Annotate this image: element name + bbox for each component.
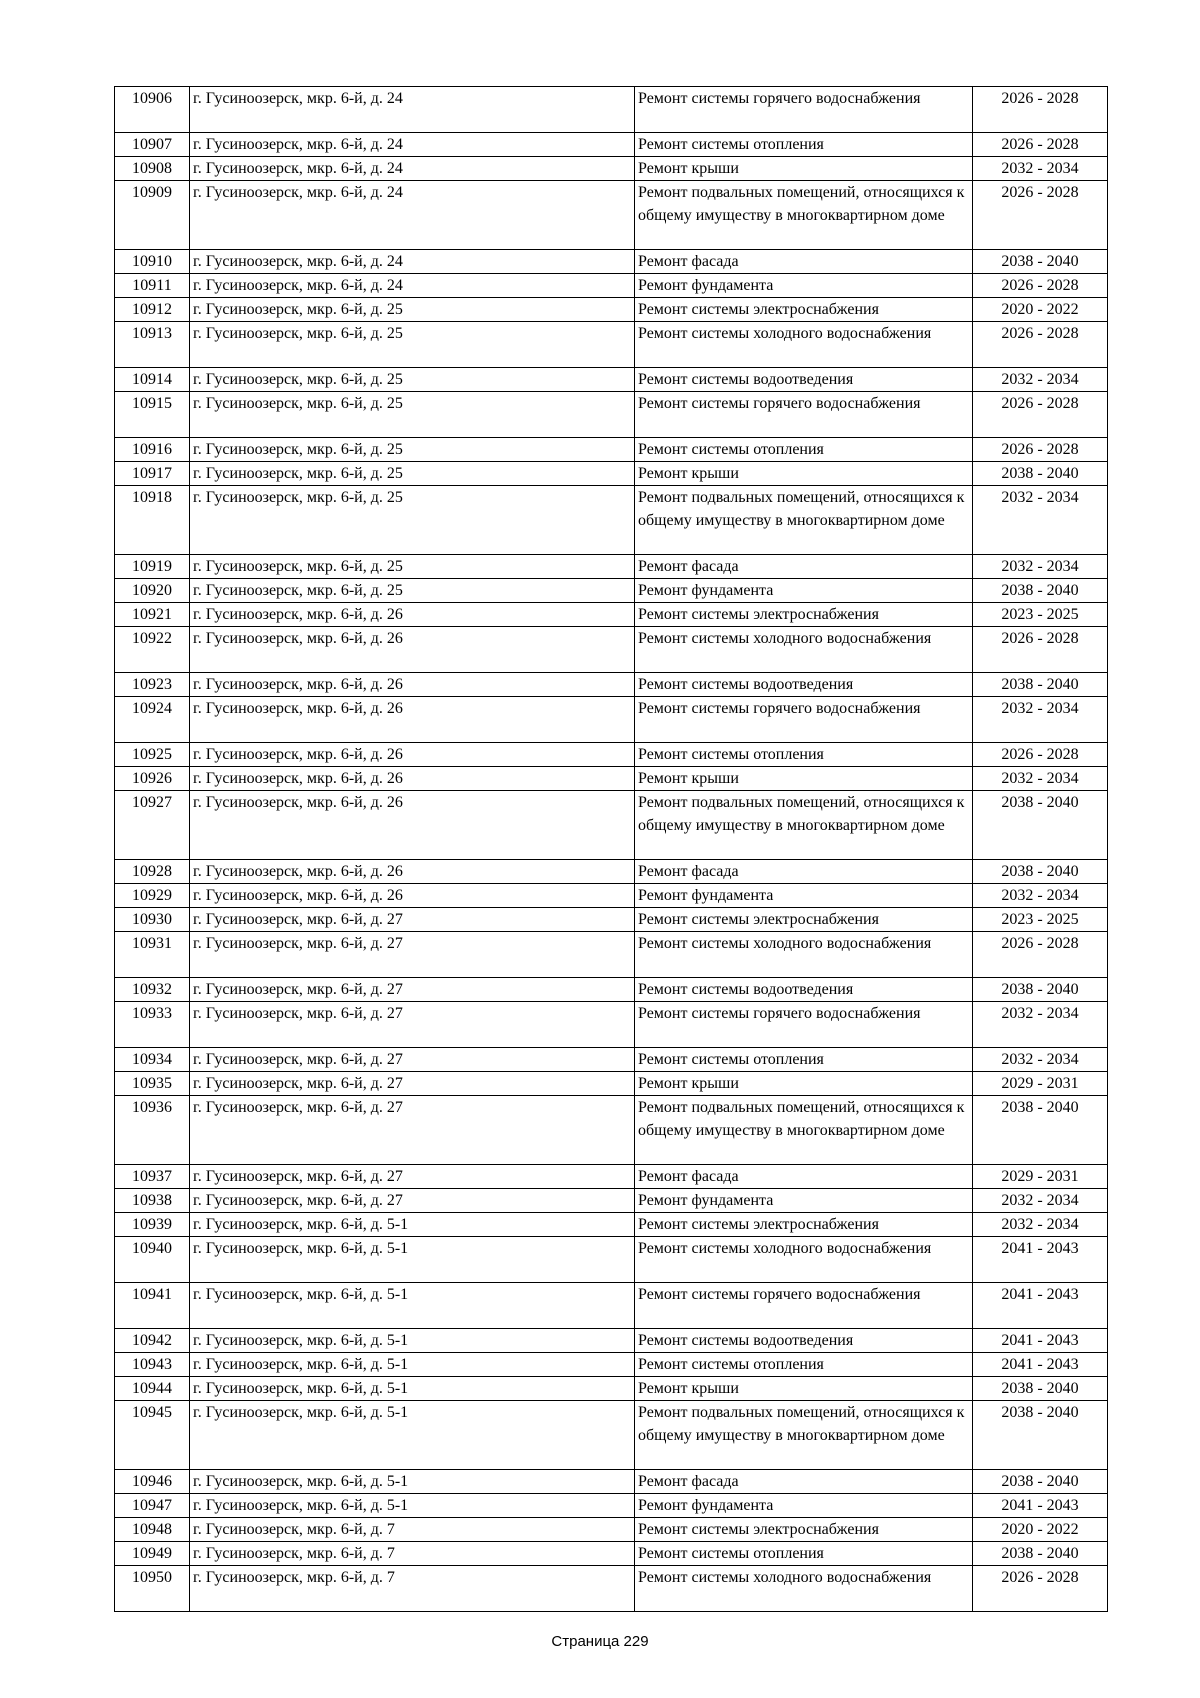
row-period: 2032 - 2034	[973, 1002, 1108, 1048]
row-address: г. Гусиноозерск, мкр. 6-й, д. 27	[190, 908, 635, 932]
table-row	[115, 1283, 1108, 1329]
row-address: г. Гусиноозерск, мкр. 6-й, д. 27	[190, 1189, 635, 1213]
row-period: 2038 - 2040	[973, 978, 1108, 1002]
table-row	[115, 908, 1108, 932]
row-address: г. Гусиноозерск, мкр. 6-й, д. 7	[190, 1542, 635, 1566]
row-address: г. Гусиноозерск, мкр. 6-й, д. 7	[190, 1518, 635, 1542]
table-row	[115, 1329, 1108, 1353]
table-row	[115, 1470, 1108, 1494]
row-number: 10920	[115, 579, 190, 603]
row-work-type: Ремонт крыши	[635, 1377, 973, 1401]
row-work-type: Ремонт системы электроснабжения	[635, 1518, 973, 1542]
row-period: 2023 - 2025	[973, 603, 1108, 627]
row-number: 10940	[115, 1237, 190, 1283]
row-address: г. Гусиноозерск, мкр. 6-й, д. 25	[190, 392, 635, 438]
row-address: г. Гусиноозерск, мкр. 6-й, д. 26	[190, 791, 635, 860]
row-number: 10933	[115, 1002, 190, 1048]
row-address: г. Гусиноозерск, мкр. 6-й, д. 5-1	[190, 1213, 635, 1237]
row-work-type: Ремонт системы водоотведения	[635, 368, 973, 392]
row-work-type: Ремонт подвальных помещений, относящихся к общему имуществу в многоквартирном доме	[635, 486, 973, 555]
row-work-type: Ремонт системы отопления	[635, 1048, 973, 1072]
table-row	[115, 1072, 1108, 1096]
row-address: г. Гусиноозерск, мкр. 6-й, д. 26	[190, 884, 635, 908]
row-period: 2038 - 2040	[973, 1542, 1108, 1566]
row-address: г. Гусиноозерск, мкр. 6-й, д. 27	[190, 1165, 635, 1189]
row-period: 2029 - 2031	[973, 1165, 1108, 1189]
row-work-type: Ремонт системы горячего водоснабжения	[635, 1002, 973, 1048]
row-work-type: Ремонт крыши	[635, 767, 973, 791]
row-work-type: Ремонт системы электроснабжения	[635, 298, 973, 322]
table-row	[115, 1518, 1108, 1542]
row-work-type: Ремонт системы отопления	[635, 133, 973, 157]
table-row	[115, 486, 1108, 555]
row-work-type: Ремонт системы отопления	[635, 743, 973, 767]
row-work-type: Ремонт крыши	[635, 1072, 973, 1096]
row-number: 10941	[115, 1283, 190, 1329]
row-address: г. Гусиноозерск, мкр. 6-й, д. 26	[190, 627, 635, 673]
table-row	[115, 1048, 1108, 1072]
table-row	[115, 1002, 1108, 1048]
row-address: г. Гусиноозерск, мкр. 6-й, д. 26	[190, 767, 635, 791]
row-period: 2038 - 2040	[973, 1401, 1108, 1470]
row-address: г. Гусиноозерск, мкр. 6-й, д. 5-1	[190, 1470, 635, 1494]
row-number: 10934	[115, 1048, 190, 1072]
table-row	[115, 181, 1108, 250]
row-period: 2041 - 2043	[973, 1329, 1108, 1353]
row-period: 2026 - 2028	[973, 322, 1108, 368]
row-address: г. Гусиноозерск, мкр. 6-й, д. 26	[190, 860, 635, 884]
row-address: г. Гусиноозерск, мкр. 6-й, д. 25	[190, 462, 635, 486]
table-row	[115, 322, 1108, 368]
row-period: 2032 - 2034	[973, 1189, 1108, 1213]
row-number: 10926	[115, 767, 190, 791]
row-period: 2026 - 2028	[973, 932, 1108, 978]
row-period: 2038 - 2040	[973, 791, 1108, 860]
row-number: 10906	[115, 87, 190, 133]
table-row	[115, 250, 1108, 274]
table-row	[115, 1377, 1108, 1401]
row-number: 10912	[115, 298, 190, 322]
row-number: 10929	[115, 884, 190, 908]
repair-schedule-table	[114, 86, 1108, 1612]
row-period: 2041 - 2043	[973, 1237, 1108, 1283]
row-period: 2026 - 2028	[973, 743, 1108, 767]
row-address: г. Гусиноозерск, мкр. 6-й, д. 27	[190, 1002, 635, 1048]
row-work-type: Ремонт системы отопления	[635, 438, 973, 462]
row-work-type: Ремонт подвальных помещений, относящихся к общему имуществу в многоквартирном доме	[635, 181, 973, 250]
row-period: 2020 - 2022	[973, 1518, 1108, 1542]
row-period: 2032 - 2034	[973, 486, 1108, 555]
row-work-type: Ремонт крыши	[635, 157, 973, 181]
row-period: 2032 - 2034	[973, 767, 1108, 791]
table-row	[115, 673, 1108, 697]
row-number: 10928	[115, 860, 190, 884]
row-work-type: Ремонт системы водоотведения	[635, 978, 973, 1002]
table-row	[115, 767, 1108, 791]
row-number: 10909	[115, 181, 190, 250]
row-work-type: Ремонт подвальных помещений, относящихся к общему имуществу в многоквартирном доме	[635, 791, 973, 860]
row-address: г. Гусиноозерск, мкр. 6-й, д. 25	[190, 438, 635, 462]
row-work-type: Ремонт системы электроснабжения	[635, 908, 973, 932]
table-row	[115, 1494, 1108, 1518]
row-work-type: Ремонт системы горячего водоснабжения	[635, 87, 973, 133]
row-number: 10930	[115, 908, 190, 932]
table-row	[115, 627, 1108, 673]
row-address: г. Гусиноозерск, мкр. 6-й, д. 26	[190, 673, 635, 697]
row-period: 2026 - 2028	[973, 181, 1108, 250]
row-work-type: Ремонт фасада	[635, 860, 973, 884]
row-period: 2038 - 2040	[973, 673, 1108, 697]
row-number: 10950	[115, 1566, 190, 1612]
row-address: г. Гусиноозерск, мкр. 6-й, д. 24	[190, 157, 635, 181]
row-number: 10947	[115, 1494, 190, 1518]
row-period: 2032 - 2034	[973, 157, 1108, 181]
row-period: 2038 - 2040	[973, 250, 1108, 274]
row-work-type: Ремонт фундамента	[635, 579, 973, 603]
row-number: 10932	[115, 978, 190, 1002]
row-work-type: Ремонт фасада	[635, 555, 973, 579]
table-row	[115, 1165, 1108, 1189]
row-period: 2032 - 2034	[973, 1048, 1108, 1072]
row-address: г. Гусиноозерск, мкр. 6-й, д. 25	[190, 486, 635, 555]
table-row	[115, 978, 1108, 1002]
row-work-type: Ремонт системы горячего водоснабжения	[635, 392, 973, 438]
row-address: г. Гусиноозерск, мкр. 6-й, д. 7	[190, 1566, 635, 1612]
row-number: 10946	[115, 1470, 190, 1494]
row-address: г. Гусиноозерск, мкр. 6-й, д. 27	[190, 1072, 635, 1096]
row-period: 2038 - 2040	[973, 579, 1108, 603]
row-number: 10948	[115, 1518, 190, 1542]
row-period: 2026 - 2028	[973, 627, 1108, 673]
row-address: г. Гусиноозерск, мкр. 6-й, д. 5-1	[190, 1329, 635, 1353]
table-row	[115, 133, 1108, 157]
row-address: г. Гусиноозерск, мкр. 6-й, д. 5-1	[190, 1283, 635, 1329]
table-row	[115, 87, 1108, 133]
row-number: 10936	[115, 1096, 190, 1165]
row-period: 2038 - 2040	[973, 1470, 1108, 1494]
table-row	[115, 603, 1108, 627]
table-row	[115, 1401, 1108, 1470]
row-address: г. Гусиноозерск, мкр. 6-й, д. 26	[190, 743, 635, 767]
row-work-type: Ремонт подвальных помещений, относящихся к общему имуществу в многоквартирном доме	[635, 1401, 973, 1470]
row-number: 10943	[115, 1353, 190, 1377]
row-work-type: Ремонт системы водоотведения	[635, 673, 973, 697]
table-row	[115, 743, 1108, 767]
table-row	[115, 462, 1108, 486]
row-period: 2026 - 2028	[973, 133, 1108, 157]
row-work-type: Ремонт системы электроснабжения	[635, 603, 973, 627]
row-work-type: Ремонт фундамента	[635, 884, 973, 908]
row-work-type: Ремонт системы горячего водоснабжения	[635, 697, 973, 743]
row-address: г. Гусиноозерск, мкр. 6-й, д. 27	[190, 1048, 635, 1072]
row-period: 2026 - 2028	[973, 1566, 1108, 1612]
row-number: 10914	[115, 368, 190, 392]
row-address: г. Гусиноозерск, мкр. 6-й, д. 25	[190, 579, 635, 603]
table-row	[115, 438, 1108, 462]
row-number: 10949	[115, 1542, 190, 1566]
row-work-type: Ремонт системы горячего водоснабжения	[635, 1283, 973, 1329]
row-address: г. Гусиноозерск, мкр. 6-й, д. 25	[190, 555, 635, 579]
row-address: г. Гусиноозерск, мкр. 6-й, д. 5-1	[190, 1237, 635, 1283]
row-work-type: Ремонт системы холодного водоснабжения	[635, 322, 973, 368]
row-number: 10938	[115, 1189, 190, 1213]
table-row	[115, 932, 1108, 978]
row-work-type: Ремонт системы холодного водоснабжения	[635, 1237, 973, 1283]
row-number: 10935	[115, 1072, 190, 1096]
row-address: г. Гусиноозерск, мкр. 6-й, д. 26	[190, 697, 635, 743]
table-row	[115, 298, 1108, 322]
row-number: 10939	[115, 1213, 190, 1237]
row-work-type: Ремонт системы отопления	[635, 1542, 973, 1566]
row-number: 10919	[115, 555, 190, 579]
table-row	[115, 1353, 1108, 1377]
page-number: Страница 229	[551, 1633, 649, 1650]
table-row	[115, 1566, 1108, 1612]
row-number: 10907	[115, 133, 190, 157]
table-row	[115, 1189, 1108, 1213]
row-number: 10922	[115, 627, 190, 673]
row-period: 2026 - 2028	[973, 87, 1108, 133]
row-period: 2038 - 2040	[973, 860, 1108, 884]
row-number: 10945	[115, 1401, 190, 1470]
row-period: 2029 - 2031	[973, 1072, 1108, 1096]
table-row	[115, 884, 1108, 908]
row-period: 2026 - 2028	[973, 274, 1108, 298]
row-address: г. Гусиноозерск, мкр. 6-й, д. 24	[190, 87, 635, 133]
row-period: 2032 - 2034	[973, 697, 1108, 743]
row-number: 10911	[115, 274, 190, 298]
row-work-type: Ремонт фасада	[635, 1470, 973, 1494]
row-work-type: Ремонт системы отопления	[635, 1353, 973, 1377]
row-number: 10918	[115, 486, 190, 555]
row-number: 10944	[115, 1377, 190, 1401]
table-row	[115, 579, 1108, 603]
row-address: г. Гусиноозерск, мкр. 6-й, д. 27	[190, 978, 635, 1002]
row-period: 2032 - 2034	[973, 368, 1108, 392]
row-address: г. Гусиноозерск, мкр. 6-й, д. 5-1	[190, 1353, 635, 1377]
table-row	[115, 274, 1108, 298]
row-address: г. Гусиноозерск, мкр. 6-й, д. 27	[190, 1096, 635, 1165]
row-work-type: Ремонт системы холодного водоснабжения	[635, 1566, 973, 1612]
row-period: 2020 - 2022	[973, 298, 1108, 322]
table-row	[115, 860, 1108, 884]
row-number: 10923	[115, 673, 190, 697]
table-row	[115, 791, 1108, 860]
row-work-type: Ремонт крыши	[635, 462, 973, 486]
row-address: г. Гусиноозерск, мкр. 6-й, д. 24	[190, 274, 635, 298]
row-period: 2041 - 2043	[973, 1283, 1108, 1329]
row-number: 10924	[115, 697, 190, 743]
row-number: 10913	[115, 322, 190, 368]
row-address: г. Гусиноозерск, мкр. 6-й, д. 5-1	[190, 1401, 635, 1470]
row-work-type: Ремонт фундамента	[635, 1494, 973, 1518]
table-row	[115, 392, 1108, 438]
row-address: г. Гусиноозерск, мкр. 6-й, д. 27	[190, 932, 635, 978]
table-row	[115, 157, 1108, 181]
row-number: 10915	[115, 392, 190, 438]
table-body	[115, 87, 1108, 1612]
row-period: 2023 - 2025	[973, 908, 1108, 932]
row-number: 10908	[115, 157, 190, 181]
row-address: г. Гусиноозерск, мкр. 6-й, д. 5-1	[190, 1494, 635, 1518]
row-work-type: Ремонт системы холодного водоснабжения	[635, 627, 973, 673]
row-number: 10937	[115, 1165, 190, 1189]
row-number: 10931	[115, 932, 190, 978]
row-number: 10927	[115, 791, 190, 860]
table-row	[115, 1237, 1108, 1283]
row-address: г. Гусиноозерск, мкр. 6-й, д. 24	[190, 250, 635, 274]
table-row	[115, 1213, 1108, 1237]
row-work-type: Ремонт фасада	[635, 250, 973, 274]
row-address: г. Гусиноозерск, мкр. 6-й, д. 24	[190, 133, 635, 157]
row-period: 2032 - 2034	[973, 884, 1108, 908]
row-work-type: Ремонт подвальных помещений, относящихся к общему имуществу в многоквартирном доме	[635, 1096, 973, 1165]
row-number: 10942	[115, 1329, 190, 1353]
row-period: 2041 - 2043	[973, 1494, 1108, 1518]
row-period: 2026 - 2028	[973, 438, 1108, 462]
row-number: 10916	[115, 438, 190, 462]
table-row	[115, 555, 1108, 579]
row-period: 2038 - 2040	[973, 1377, 1108, 1401]
row-address: г. Гусиноозерск, мкр. 6-й, д. 25	[190, 322, 635, 368]
row-period: 2038 - 2040	[973, 462, 1108, 486]
row-work-type: Ремонт системы электроснабжения	[635, 1213, 973, 1237]
row-period: 2032 - 2034	[973, 555, 1108, 579]
row-number: 10917	[115, 462, 190, 486]
row-work-type: Ремонт системы водоотведения	[635, 1329, 973, 1353]
table-row	[115, 1096, 1108, 1165]
row-address: г. Гусиноозерск, мкр. 6-й, д. 5-1	[190, 1377, 635, 1401]
row-period: 2026 - 2028	[973, 392, 1108, 438]
row-number: 10921	[115, 603, 190, 627]
table-row	[115, 697, 1108, 743]
row-number: 10910	[115, 250, 190, 274]
row-period: 2038 - 2040	[973, 1096, 1108, 1165]
row-address: г. Гусиноозерск, мкр. 6-й, д. 25	[190, 368, 635, 392]
row-work-type: Ремонт фундамента	[635, 1189, 973, 1213]
row-work-type: Ремонт фундамента	[635, 274, 973, 298]
row-number: 10925	[115, 743, 190, 767]
row-work-type: Ремонт системы холодного водоснабжения	[635, 932, 973, 978]
row-address: г. Гусиноозерск, мкр. 6-й, д. 24	[190, 181, 635, 250]
row-period: 2041 - 2043	[973, 1353, 1108, 1377]
table-row	[115, 1542, 1108, 1566]
row-work-type: Ремонт фасада	[635, 1165, 973, 1189]
row-address: г. Гусиноозерск, мкр. 6-й, д. 25	[190, 298, 635, 322]
row-address: г. Гусиноозерск, мкр. 6-й, д. 26	[190, 603, 635, 627]
table-row	[115, 368, 1108, 392]
row-period: 2032 - 2034	[973, 1213, 1108, 1237]
